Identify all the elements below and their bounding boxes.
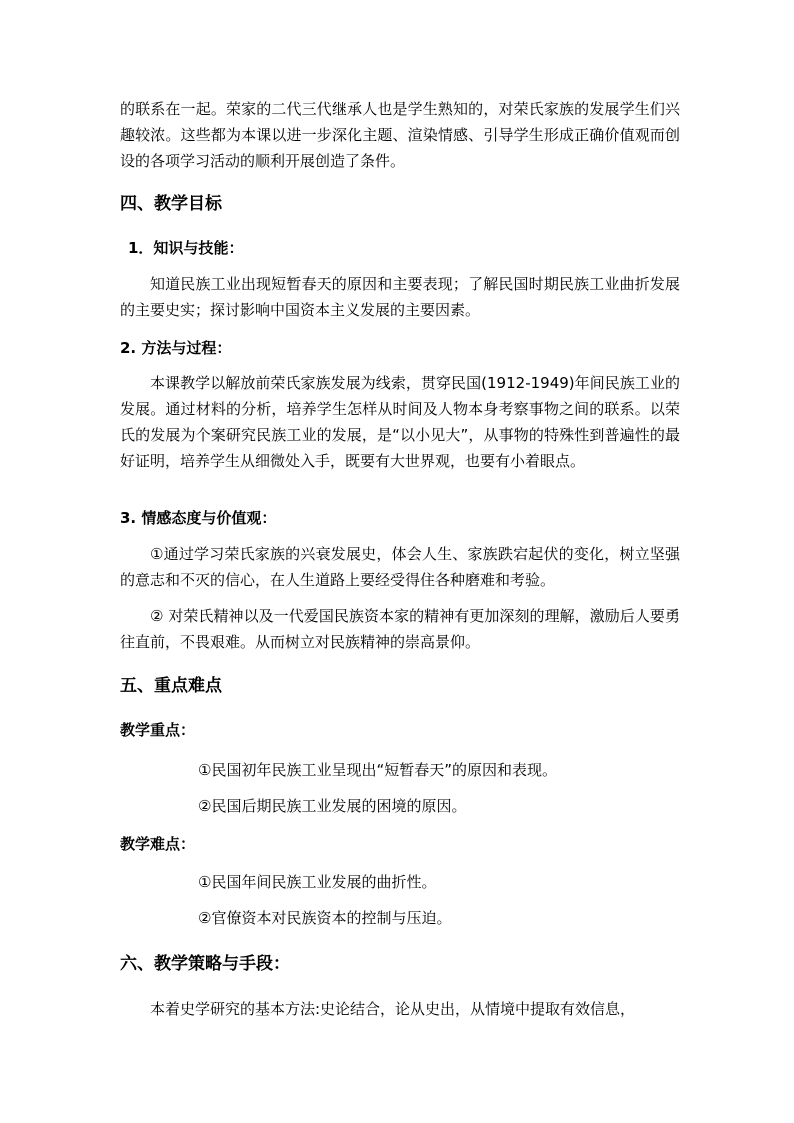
section-title-strategy: 六、教学策略与手段： [120, 954, 290, 974]
method-paragraph: 本课教学以解放前荣氏家族发展为线索，贯穿民国(1912-1949)年间民族工业的发展。通过材料的分析，培养学生怎样从时间及人物本身考察事物之间的联系。以荣氏的发展为个案研究民族工业的发展，是“以小见大”，从事物的特殊性到普遍性的最好证明，培养学生从细微处入手，既要有大世界观，也要有小着眼点。 [120, 374, 680, 470]
intro-paragraph: 的联系在一起。荣家的二代三代继承人也是学生熟知的，对荣氏家族的发展学生们兴趣较浓。这些都为本课以进一步深化主题、渲染情感、引导学生形成正确价值观而创设的各项学习活动的顺利开展创造了条件。 [120, 100, 680, 170]
knowledge-paragraph: 知道民族工业出现短暂春天的原因和主要表现；了解民国时期民族工业曲折发展的主要史实；探讨影响中国资本主义发展的主要因素。 [120, 275, 680, 319]
difficult-point-item-2: ②官僚资本对民族资本的控制与压迫。 [198, 909, 452, 927]
key-points-heading: 教学重点： [120, 721, 196, 739]
section-title-key-points: 五、重点难点 [120, 676, 222, 696]
difficult-point-item-1: ①民国年间民族工业发展的曲折性。 [198, 873, 437, 891]
subsection-heading-method: 2. 方法与过程： [120, 339, 232, 357]
difficult-points-heading: 教学难点： [120, 835, 196, 853]
emotion-item-2: ② 对荣氏精神以及一代爱国民族资本家的精神有更加深刻的理解，激励后人要勇往直前，不畏艰难。从而树立对民族精神的崇高景仰。 [120, 607, 680, 651]
emotion-item-1: ①通过学习荣氏家族的兴衰发展史，体会人生、家族跌宕起伏的变化，树立坚强的意志和不灭的信心，在人生道路上要经受得住各种磨难和考验。 [120, 545, 680, 589]
key-point-item-1: ①民国初年民族工业呈现出“短暂春天”的原因和表现。 [198, 761, 557, 779]
subsection-heading-emotion: 3. 情感态度与价值观： [120, 509, 277, 527]
strategy-paragraph: 本着史学研究的基本方法:史论结合，论从史出，从情境中提取有效信息， [150, 1000, 636, 1018]
subsection-heading-knowledge: 1．知识与技能： [128, 239, 244, 257]
section-title-objectives: 四、教学目标 [120, 194, 222, 214]
key-point-item-2: ②民国后期民族工业发展的困境的原因。 [198, 797, 467, 815]
